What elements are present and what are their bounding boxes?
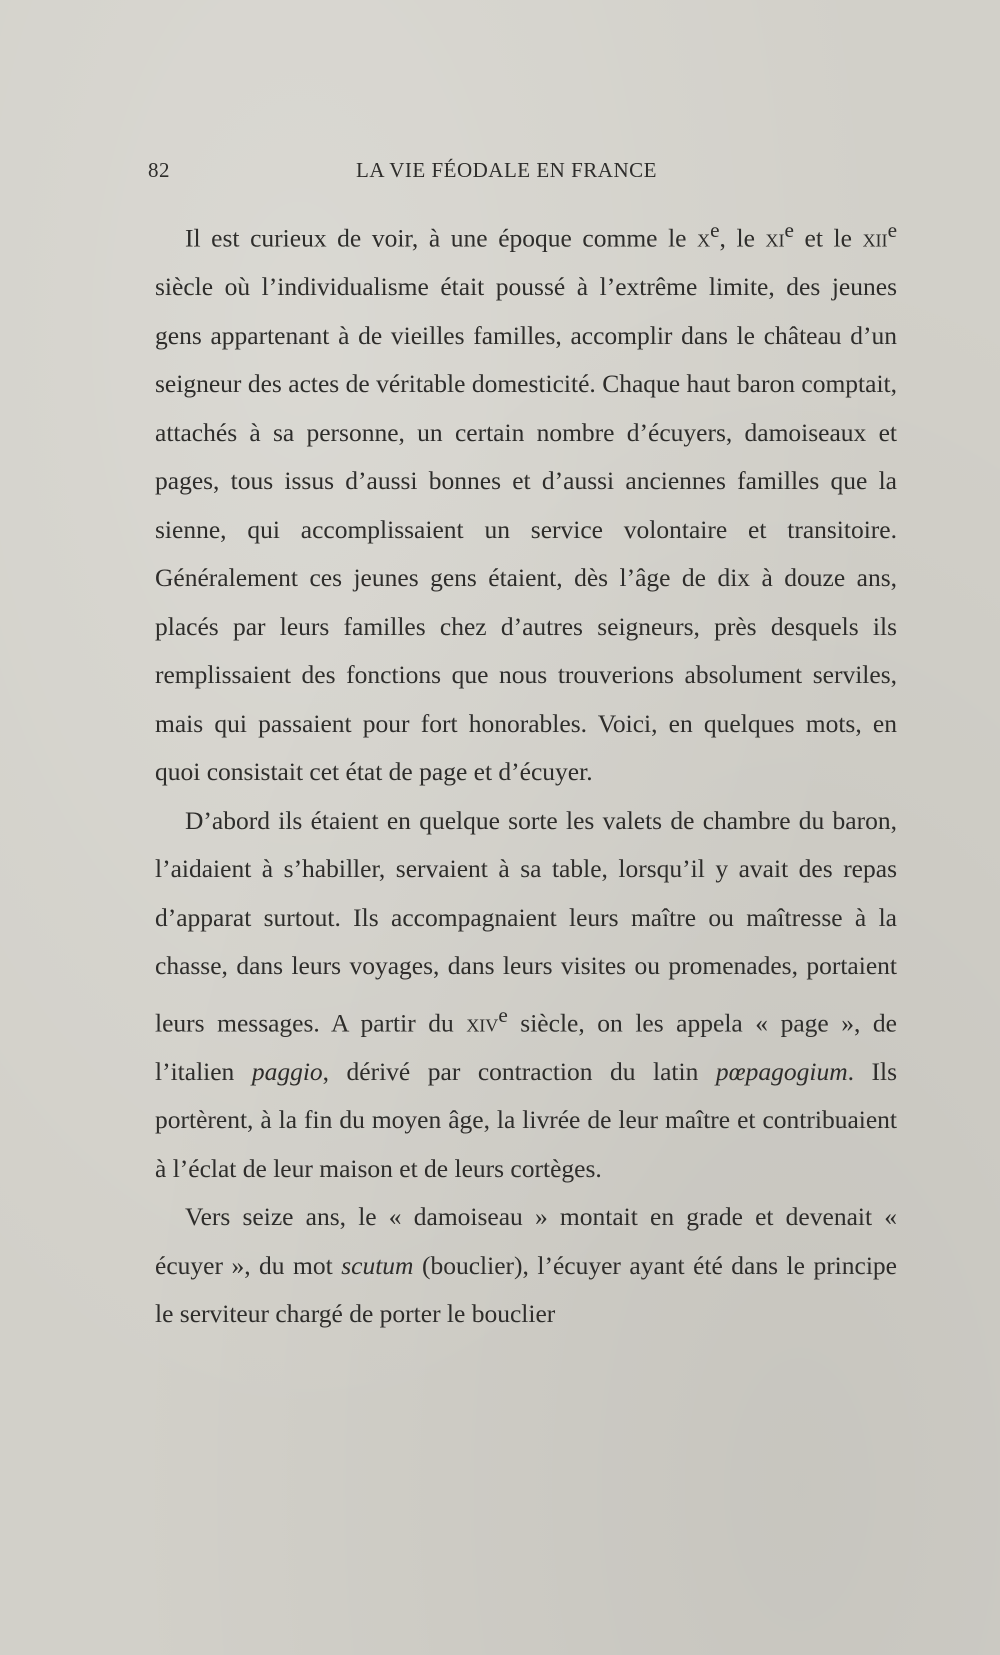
paragraph-2: [155, 797, 897, 1194]
superscript: e: [498, 1002, 508, 1027]
superscript: e: [887, 218, 897, 242]
running-head: [148, 158, 900, 188]
paragraph-1: [155, 206, 897, 797]
century-numeral: xiv: [466, 1008, 499, 1037]
text-run: Il est curieux de voir, à une époque comme le: [185, 223, 698, 253]
text-run: , dérivé par contraction du latin: [322, 1056, 716, 1086]
text-run: siècle où l’individualisme était poussé à l’extrême limite, des jeunes gens appartenant à de vieilles familles, accomplir dans le château d’un seigneur des actes de véritable domesticité. Chaque haut baron comptait, attachés à sa personne, un certain nombre d’écuyers, damoiseaux et pages, tous issus d’aussi bonnes et d’aussi anciennes familles que la sienne, qui accomplissaient un service volontaire et transitoire. Généralement ces jeunes gens étaient, dès l’âge de dix à douze ans, placés par leurs familles chez d’autres seigneurs, près desquels ils remplissaient des fonctions que nous trouverions absolument serviles, mais qui passaient pour fort honorables. Voici, en quelques mots, en quoi consistait cet état de page et d’écuyer.: [155, 272, 897, 786]
superscript: e: [784, 218, 794, 242]
running-head-title: LA VIE FÉODALE EN FRANCE: [356, 158, 657, 182]
century-numeral: xii: [862, 223, 888, 253]
century-numeral: xi: [765, 223, 785, 253]
text-run: . Ils portèrent, à la fin du moyen âge, la livrée de leur maître et contribuaient à l’éclat de leur maison et de leurs cortèges.: [155, 1056, 898, 1183]
text-run: siècle, on les appela « page », de l’italien: [155, 1008, 897, 1086]
body-text: [155, 206, 897, 1339]
paragraph-3: [155, 1193, 897, 1339]
superscript: e: [710, 218, 720, 242]
century-numeral: x: [697, 223, 711, 253]
text-run: et le: [793, 223, 863, 253]
text-run: , le: [719, 223, 766, 253]
text-run: Vers seize ans, le « damoiseau » montait en grade et devenait « écuyer », du mot: [155, 1202, 897, 1280]
italic-term: pœpagogium: [715, 1056, 848, 1086]
page-number: 82: [148, 158, 170, 182]
text-run: (bouclier), l’écuyer ayant été dans le principe le serviteur chargé de porter le bouclier: [155, 1250, 897, 1328]
italic-term: scutum: [341, 1250, 414, 1280]
text-run: D’abord ils étaient en quelque sorte les valets de chambre du baron, l’aidaient à s’habiller, servaient à sa table, lorsqu’il y avait des repas d’apparat surtout. Ils accompagnaient leurs maître ou maîtresse à la chasse, dans leurs voyages, dans leurs visites ou promenades, portaient leurs messages. A partir du: [155, 805, 897, 1037]
italic-term: paggio: [251, 1056, 323, 1086]
